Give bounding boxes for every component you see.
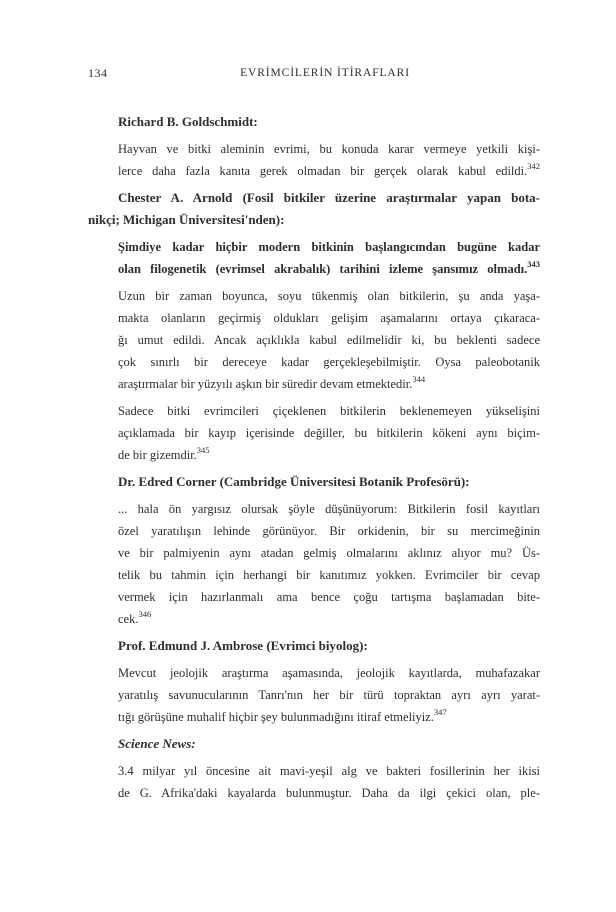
footnote-ref: 343	[527, 258, 540, 269]
quote-paragraph	[118, 138, 540, 182]
text-line: vermek için hazırlanmalı ama bence çoğu tartışma başlamadan bite-	[118, 590, 540, 604]
text-line: yaratılış savunucularının Tanrı'nın her bir türü topraktan ayrı ayrı yarat-	[118, 688, 540, 702]
running-title: EVRİMCİLERİN İTİRAFLARI	[240, 67, 410, 79]
text-line: Uzun bir zaman boyunca, soyu tükenmiş olan bitkilerin, şu anda yaşa-	[118, 289, 540, 303]
text-line: Dr. Edred Corner (Cambridge Üniversitesi Botanik Profesörü):	[118, 474, 470, 489]
line-text: olan filogenetik (evrimsel akrabalık) tarihini izleme şansımız olmadı.	[118, 262, 528, 276]
line-text: tığı görüşüne muhalif hiçbir şey bulunmadığını itiraf etmeliyiz.	[118, 710, 434, 724]
footnote-ref: 342	[527, 160, 540, 171]
text-line: Şimdiye kadar hiçbir modern bitkinin başlangıcından bugüne kadar	[118, 240, 540, 254]
text-line: Mevcut jeolojik araştırma aşamasında, jeolojik kayıtlarda, muhafazakar	[118, 666, 540, 680]
quote-paragraph	[118, 662, 540, 728]
footnote-ref: 345	[196, 444, 210, 455]
text-line: özel yaratılışın lehinde görünüyor. Bir orkidenin, bir su mercimeğinin	[118, 524, 540, 538]
page-number: 134	[88, 66, 108, 80]
speaker-heading	[88, 187, 540, 231]
quote-paragraph	[118, 236, 540, 280]
speaker-heading	[118, 111, 540, 133]
footnote-ref: 347	[433, 706, 447, 717]
text-line	[118, 258, 540, 280]
footnote-ref: 346	[138, 608, 152, 619]
text-line: Science News:	[118, 736, 196, 751]
footnote-ref: 344	[412, 373, 426, 384]
text-line: Hayvan ve bitki aleminin evrimi, bu konuda karar vermeye yetkili kişi-	[118, 142, 540, 156]
line-text: araştırmalar bir yüzyılı aşkın bir süredir devam etmektedir.	[118, 377, 413, 391]
text-line: Richard B. Goldschmidt:	[118, 114, 258, 129]
body-paragraph	[118, 285, 540, 395]
text-line: makta olanların geçirmiş oldukları gelişim aşamalarını ortaya çıkaraca-	[118, 311, 540, 325]
page-header	[88, 66, 540, 81]
source-heading	[118, 733, 540, 755]
text-line	[118, 373, 540, 395]
text-line	[118, 444, 540, 466]
body-paragraph	[118, 400, 540, 466]
text-line: açıklamada bir kayıp içerisinde değiller, bu bitkilerin kökeni aynı biçim-	[118, 426, 540, 440]
text-line: ... hala ön yargısız olursak şöyle düşünüyorum: Bitkilerin fosil kayıtları	[118, 502, 540, 516]
text-line: ve bir palmiyenin aynı atadan gelmiş olmalarını aklınız alıyor mu? Üs-	[118, 546, 540, 560]
text-column	[88, 111, 540, 804]
text-line	[118, 706, 540, 728]
text-line: Chester A. Arnold (Fosil bitkiler üzerine araştırmalar yapan bota-	[118, 190, 540, 205]
speaker-heading	[118, 471, 540, 493]
speaker-heading	[118, 635, 540, 657]
text-line: nikçi; Michigan Üniversitesi'nden):	[88, 212, 285, 227]
text-line: Sadece bitki evrimcileri çiçeklenen bitkilerin beklenemeyen yükselişini	[118, 404, 540, 418]
line-text: lerce daha fazla kanıta gerek olmadan bir gerçek olarak kabul edildi.	[118, 164, 528, 178]
text-line	[118, 608, 540, 630]
text-line: ğı umut edildi. Ancak açıklıkla kabul edilmelidir ki, bu beklenti sadece	[118, 333, 540, 347]
quote-paragraph	[118, 498, 540, 630]
quote-paragraph	[118, 760, 540, 804]
text-line: Prof. Edmund J. Ambrose (Evrimci biyolog):	[118, 638, 368, 653]
text-line: telik bu tahmin için herhangi bir kanıtımız yokken. Evrimciler bir cevap	[118, 568, 540, 582]
text-line: de G. Afrika'daki kayalarda bulunmuştur. Daha da ilgi çekici olan, ple-	[118, 786, 540, 800]
line-text: de bir gizemdir.	[118, 448, 197, 462]
text-line: çok sınırlı bir dereceye kadar gerçekleşebilmiştir. Oysa paleobotanik	[118, 355, 540, 369]
line-text: cek.	[118, 612, 139, 626]
text-line: 3.4 milyar yıl öncesine ait mavi-yeşil alg ve bakteri fosillerinin her ikisi	[118, 764, 540, 778]
text-line	[118, 160, 540, 182]
